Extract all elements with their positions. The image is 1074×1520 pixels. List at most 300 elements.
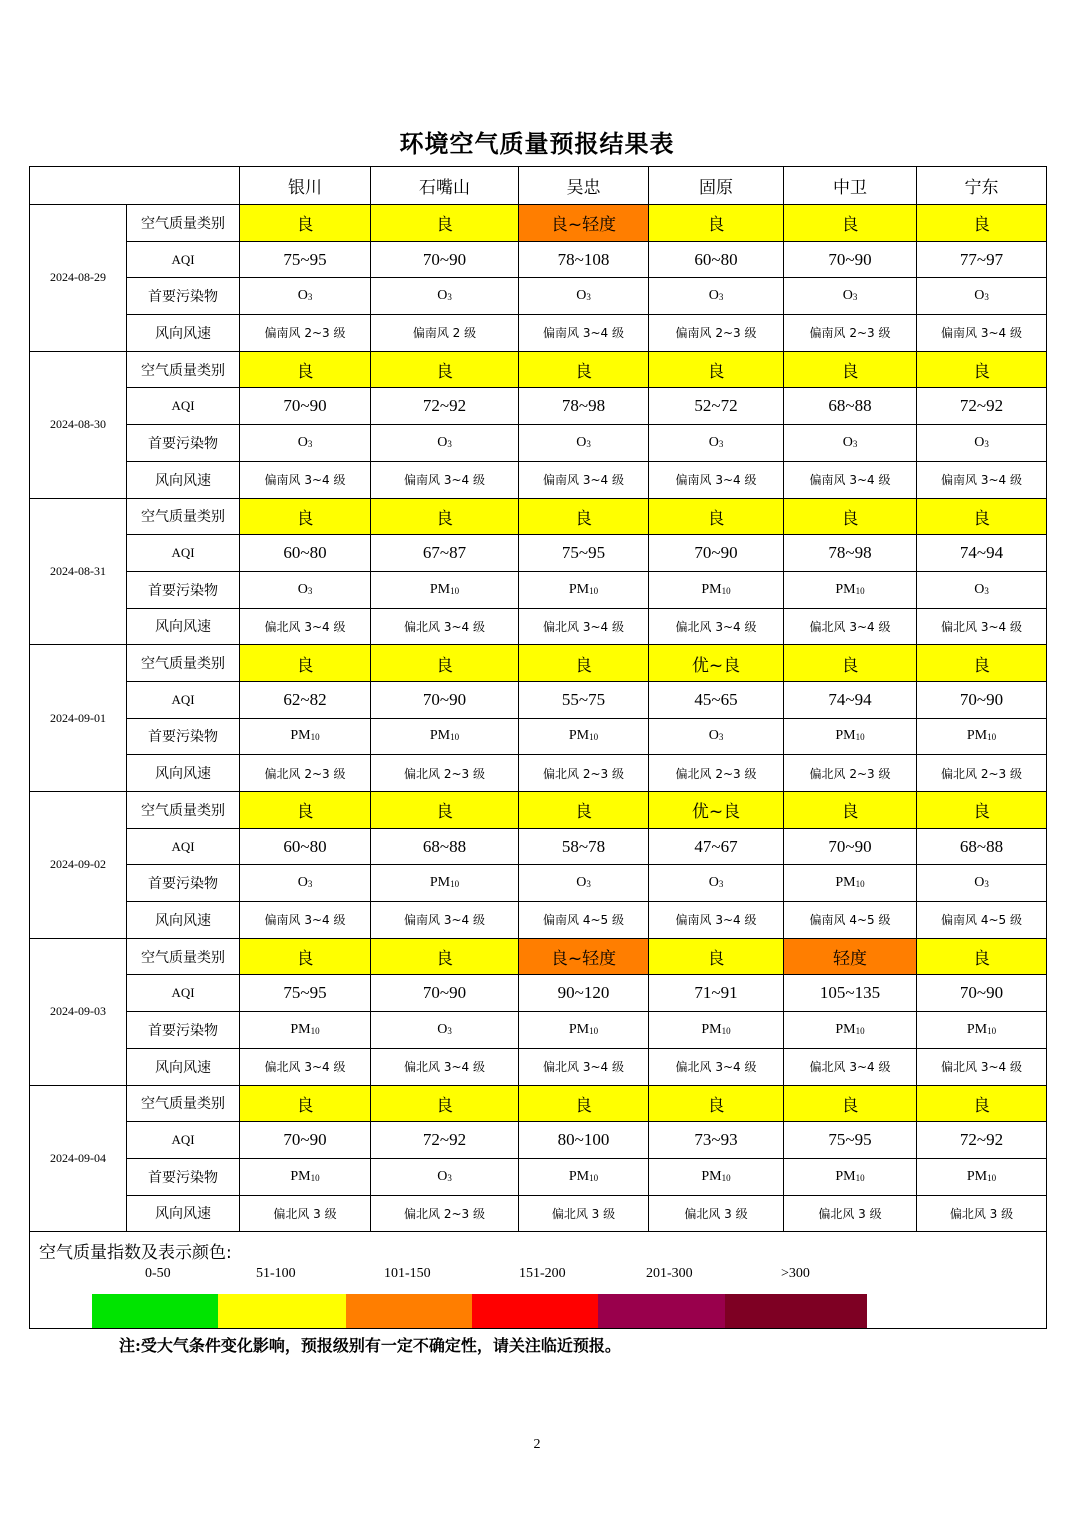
wind-cell: 偏南风 3~4 级	[917, 461, 1047, 498]
wind-cell: 偏北风 3~4 级	[649, 608, 784, 645]
category-cell: 良	[371, 645, 519, 682]
pollutant-subscript: 3	[852, 292, 858, 303]
pollutant-base: PM	[568, 728, 590, 744]
legend-range-label: 0-50	[145, 1266, 171, 1282]
category-cell: 良	[240, 792, 371, 829]
pollutant-base: O	[974, 288, 985, 304]
row-label-aqi: AQI	[127, 1122, 240, 1159]
row-label-category: 空气质量类别	[127, 205, 240, 242]
pollutant-subscript: 10	[987, 1172, 997, 1183]
pollutant-base: PM	[568, 581, 590, 597]
category-cell: 良	[917, 938, 1047, 975]
legend-color-swatch	[346, 1294, 472, 1328]
aqi-cell: 72~92	[917, 388, 1047, 425]
category-cell: 良	[917, 205, 1047, 242]
wind-cell: 偏北风 3 级	[917, 1195, 1047, 1232]
pollutant-cell	[649, 1012, 784, 1049]
category-cell: 良	[649, 351, 784, 388]
pollutant-base: PM	[835, 728, 856, 744]
pollutant-base: PM	[429, 728, 451, 744]
pollutant-cell	[371, 865, 519, 902]
category-row	[30, 1085, 1047, 1122]
pollutant-cell	[784, 865, 917, 902]
wind-cell: 偏北风 2~3 级	[519, 755, 649, 792]
legend-range-label: 201-300	[646, 1266, 693, 1282]
pollutant-cell	[917, 425, 1047, 462]
pollutant-cell	[649, 1158, 784, 1195]
city-header: 中卫	[784, 167, 917, 205]
wind-cell: 偏南风 4~5 级	[917, 902, 1047, 939]
pollutant-subscript: 10	[310, 732, 320, 743]
category-cell: 良	[917, 645, 1047, 682]
category-cell: 良	[240, 351, 371, 388]
pollutant-base: O	[437, 1168, 448, 1184]
pollutant-base: PM	[835, 581, 856, 597]
pollutant-subscript: 3	[307, 438, 313, 449]
pollutant-cell	[519, 571, 649, 608]
aqi-cell: 70~90	[784, 828, 917, 865]
pollutant-base: O	[576, 875, 587, 891]
row-label-category: 空气质量类别	[127, 645, 240, 682]
pollutant-row	[30, 718, 1047, 755]
category-cell: 良	[649, 938, 784, 975]
category-cell: 良	[649, 498, 784, 535]
aqi-cell: 105~135	[784, 975, 917, 1012]
city-header: 银川	[240, 167, 371, 205]
category-cell: 良	[784, 645, 917, 682]
wind-cell: 偏北风 3 级	[240, 1195, 371, 1232]
pollutant-subscript: 3	[447, 292, 452, 303]
pollutant-base: O	[974, 434, 985, 450]
pollutant-subscript: 3	[718, 879, 724, 890]
legend-color-swatch	[725, 1294, 867, 1328]
category-cell: 良	[917, 351, 1047, 388]
pollutant-subscript: 10	[310, 1025, 320, 1036]
aqi-cell: 47~67	[649, 828, 784, 865]
legend-range-label: >300	[781, 1266, 810, 1282]
pollutant-cell	[649, 718, 784, 755]
pollutant-subscript: 10	[589, 1172, 599, 1183]
aqi-cell: 60~80	[649, 241, 784, 278]
pollutant-base: O	[842, 434, 853, 450]
aqi-cell: 68~88	[917, 828, 1047, 865]
wind-cell: 偏北风 2~3 级	[649, 755, 784, 792]
category-cell: 良	[371, 498, 519, 535]
pollutant-cell	[371, 278, 519, 315]
pollutant-subscript: 3	[447, 438, 452, 449]
wind-cell: 偏南风 3~4 级	[649, 902, 784, 939]
city-header: 固原	[649, 167, 784, 205]
pollutant-base: O	[437, 434, 448, 450]
pollutant-base: PM	[966, 1168, 988, 1184]
pollutant-subscript: 3	[447, 1172, 452, 1183]
category-cell: 良	[240, 645, 371, 682]
row-label-aqi: AQI	[127, 828, 240, 865]
aqi-cell: 78~98	[784, 535, 917, 572]
city-header: 宁东	[917, 167, 1047, 205]
wind-cell: 偏南风 3~4 级	[240, 461, 371, 498]
category-cell: 良	[917, 498, 1047, 535]
category-cell: 良	[917, 1085, 1047, 1122]
pollutant-base: O	[297, 581, 308, 597]
pollutant-base: PM	[701, 581, 722, 597]
pollutant-base: PM	[835, 1168, 856, 1184]
row-label-pollutant: 首要污染物	[127, 718, 240, 755]
category-cell: 良	[519, 792, 649, 829]
pollutant-subscript: 10	[589, 1025, 599, 1036]
wind-cell: 偏北风 2~3 级	[240, 755, 371, 792]
pollutant-cell	[519, 425, 649, 462]
category-cell: 良	[784, 351, 917, 388]
date-cell: 2024-08-31	[30, 498, 127, 645]
pollutant-base: PM	[290, 1168, 311, 1184]
pollutant-cell	[649, 571, 784, 608]
pollutant-subscript: 3	[718, 292, 724, 303]
pollutant-cell	[917, 1012, 1047, 1049]
pollutant-subscript: 10	[855, 1172, 865, 1183]
aqi-cell: 67~87	[371, 535, 519, 572]
wind-cell: 偏南风 4~5 级	[519, 902, 649, 939]
category-cell: 轻度	[784, 938, 917, 975]
pollutant-subscript: 10	[855, 732, 865, 743]
legend-range-label: 101-150	[384, 1266, 431, 1282]
date-cell: 2024-09-04	[30, 1085, 127, 1232]
category-cell: 良	[649, 205, 784, 242]
wind-row	[30, 902, 1047, 939]
page-number: 2	[533, 1437, 541, 1452]
pollutant-base: PM	[835, 1021, 856, 1037]
pollutant-base: PM	[290, 1021, 311, 1037]
wind-cell: 偏北风 2~3 级	[371, 755, 519, 792]
row-label-aqi: AQI	[127, 535, 240, 572]
wind-cell: 偏南风 2~3 级	[240, 315, 371, 352]
pollutant-subscript: 10	[987, 1025, 997, 1036]
aqi-cell: 70~90	[240, 388, 371, 425]
wind-cell: 偏北风 3 级	[784, 1195, 917, 1232]
aqi-cell: 70~90	[371, 975, 519, 1012]
pollutant-cell	[649, 865, 784, 902]
pollutant-subscript: 10	[450, 732, 460, 743]
pollutant-cell	[371, 571, 519, 608]
pollutant-base: O	[842, 288, 853, 304]
pollutant-base: O	[437, 288, 448, 304]
category-cell: 良	[240, 938, 371, 975]
pollutant-cell	[371, 718, 519, 755]
wind-cell: 偏北风 3~4 级	[240, 1048, 371, 1085]
pollutant-base: PM	[966, 728, 988, 744]
pollutant-base: PM	[429, 581, 451, 597]
wind-row	[30, 608, 1047, 645]
aqi-color-legend	[30, 1232, 1047, 1329]
pollutant-base: O	[708, 288, 719, 304]
wind-row	[30, 1195, 1047, 1232]
aqi-cell: 74~94	[917, 535, 1047, 572]
pollutant-cell	[917, 278, 1047, 315]
row-label-wind: 风向风速	[127, 608, 240, 645]
wind-row	[30, 315, 1047, 352]
pollutant-cell	[784, 718, 917, 755]
aqi-cell: 60~80	[240, 828, 371, 865]
aqi-cell: 60~80	[240, 535, 371, 572]
category-cell: 优~良	[649, 645, 784, 682]
pollutant-cell	[519, 1012, 649, 1049]
aqi-cell: 52~72	[649, 388, 784, 425]
pollutant-row	[30, 865, 1047, 902]
pollutant-subscript: 10	[450, 879, 460, 890]
pollutant-cell	[784, 1012, 917, 1049]
wind-cell: 偏南风 2~3 级	[649, 315, 784, 352]
pollutant-subscript: 3	[852, 438, 858, 449]
pollutant-cell	[519, 278, 649, 315]
pollutant-row	[30, 1158, 1047, 1195]
wind-row	[30, 1048, 1047, 1085]
aqi-row	[30, 535, 1047, 572]
pollutant-subscript: 3	[307, 879, 313, 890]
pollutant-base: O	[974, 581, 985, 597]
row-label-pollutant: 首要污染物	[127, 1012, 240, 1049]
pollutant-subscript: 10	[721, 1025, 731, 1036]
category-cell: 良	[371, 1085, 519, 1122]
pollutant-base: PM	[429, 875, 451, 891]
pollutant-cell	[240, 865, 371, 902]
category-cell: 良~轻度	[519, 205, 649, 242]
pollutant-base: O	[297, 875, 308, 891]
row-label-pollutant: 首要污染物	[127, 425, 240, 462]
pollutant-subscript: 10	[721, 1172, 731, 1183]
pollutant-subscript: 3	[307, 585, 313, 596]
report-title: 环境空气质量预报结果表	[399, 130, 675, 158]
date-cell: 2024-08-29	[30, 205, 127, 352]
row-label-pollutant: 首要污染物	[127, 571, 240, 608]
aqi-cell: 70~90	[240, 1122, 371, 1159]
aqi-cell: 70~90	[784, 241, 917, 278]
pollutant-subscript: 10	[310, 1172, 320, 1183]
category-row	[30, 645, 1047, 682]
category-cell: 良	[240, 205, 371, 242]
pollutant-cell	[784, 1158, 917, 1195]
aqi-cell: 72~92	[371, 388, 519, 425]
pollutant-cell	[240, 278, 371, 315]
wind-cell: 偏南风 3~4 级	[519, 461, 649, 498]
wind-cell: 偏南风 2 级	[371, 315, 519, 352]
pollutant-subscript: 10	[721, 585, 731, 596]
pollutant-base: O	[576, 288, 587, 304]
pollutant-subscript: 10	[589, 732, 599, 743]
pollutant-cell	[519, 865, 649, 902]
forecast-note: 注:受大气条件变化影响，预报级别有一定不确定性，请关注临近预报。	[119, 1336, 621, 1355]
pollutant-base: O	[708, 434, 719, 450]
row-label-category: 空气质量类别	[127, 351, 240, 388]
pollutant-base: O	[708, 875, 719, 891]
pollutant-cell	[519, 1158, 649, 1195]
category-cell: 良	[371, 792, 519, 829]
row-label-wind: 风向风速	[127, 755, 240, 792]
wind-cell: 偏北风 3~4 级	[649, 1048, 784, 1085]
aqi-cell: 68~88	[784, 388, 917, 425]
pollutant-subscript: 10	[855, 1025, 865, 1036]
aqi-row	[30, 681, 1047, 718]
aqi-cell: 71~91	[649, 975, 784, 1012]
row-label-category: 空气质量类别	[127, 938, 240, 975]
pollutant-cell	[240, 1012, 371, 1049]
pollutant-subscript: 10	[855, 879, 865, 890]
pollutant-cell	[371, 1012, 519, 1049]
aqi-row	[30, 1122, 1047, 1159]
category-cell: 良	[784, 792, 917, 829]
category-cell: 良	[649, 1085, 784, 1122]
pollutant-base: O	[437, 1021, 448, 1037]
aqi-cell: 78~98	[519, 388, 649, 425]
row-label-aqi: AQI	[127, 975, 240, 1012]
pollutant-subscript: 3	[718, 732, 724, 743]
row-label-aqi: AQI	[127, 681, 240, 718]
pollutant-base: PM	[701, 1168, 722, 1184]
pollutant-cell	[240, 1158, 371, 1195]
aqi-cell: 75~95	[240, 241, 371, 278]
pollutant-subscript: 10	[450, 585, 460, 596]
pollutant-base: O	[576, 434, 587, 450]
wind-row	[30, 461, 1047, 498]
date-cell: 2024-08-30	[30, 351, 127, 498]
category-cell: 良	[784, 1085, 917, 1122]
category-row	[30, 205, 1047, 242]
forecast-table	[29, 166, 1047, 1329]
pollutant-subscript: 3	[984, 879, 989, 890]
wind-cell: 偏北风 3~4 级	[784, 608, 917, 645]
category-cell: 良	[519, 645, 649, 682]
header-corner-cell	[30, 167, 240, 205]
pollutant-base: O	[297, 434, 308, 450]
category-cell: 良	[784, 205, 917, 242]
pollutant-base: PM	[290, 728, 311, 744]
row-label-category: 空气质量类别	[127, 1085, 240, 1122]
wind-row	[30, 755, 1047, 792]
wind-cell: 偏南风 3~4 级	[784, 461, 917, 498]
legend-title: 空气质量指数及表示颜色:	[39, 1243, 232, 1264]
pollutant-cell	[784, 425, 917, 462]
wind-cell: 偏北风 2~3 级	[784, 755, 917, 792]
aqi-cell: 70~90	[371, 241, 519, 278]
pollutant-base: PM	[568, 1168, 590, 1184]
row-label-category: 空气质量类别	[127, 498, 240, 535]
pollutant-cell	[917, 1158, 1047, 1195]
pollutant-subscript: 10	[987, 732, 997, 743]
aqi-cell: 55~75	[519, 681, 649, 718]
pollutant-cell	[917, 571, 1047, 608]
pollutant-cell	[917, 718, 1047, 755]
pollutant-subscript: 3	[718, 438, 724, 449]
category-cell: 良	[371, 938, 519, 975]
pollutant-cell	[649, 278, 784, 315]
row-label-category: 空气质量类别	[127, 792, 240, 829]
pollutant-row	[30, 1012, 1047, 1049]
aqi-cell: 90~120	[519, 975, 649, 1012]
category-row	[30, 351, 1047, 388]
aqi-row	[30, 828, 1047, 865]
category-cell: 优~良	[649, 792, 784, 829]
wind-cell: 偏南风 2~3 级	[784, 315, 917, 352]
legend-color-swatch	[92, 1294, 218, 1328]
pollutant-base: PM	[568, 1021, 590, 1037]
category-row	[30, 498, 1047, 535]
wind-cell: 偏北风 3 级	[519, 1195, 649, 1232]
aqi-cell: 45~65	[649, 681, 784, 718]
city-header-row	[30, 167, 1047, 205]
legend-color-swatch	[218, 1294, 346, 1328]
date-cell: 2024-09-01	[30, 645, 127, 792]
legend-row	[30, 1232, 1047, 1329]
aqi-cell: 68~88	[371, 828, 519, 865]
wind-cell: 偏北风 3~4 级	[917, 608, 1047, 645]
category-cell: 良	[519, 498, 649, 535]
row-label-pollutant: 首要污染物	[127, 1158, 240, 1195]
aqi-cell: 78~108	[519, 241, 649, 278]
row-label-wind: 风向风速	[127, 902, 240, 939]
pollutant-subscript: 3	[586, 438, 591, 449]
date-cell: 2024-09-03	[30, 938, 127, 1085]
city-header: 石嘴山	[371, 167, 519, 205]
row-label-pollutant: 首要污染物	[127, 278, 240, 315]
pollutant-base: PM	[701, 1021, 722, 1037]
pollutant-base: PM	[835, 875, 856, 891]
row-label-aqi: AQI	[127, 388, 240, 425]
category-cell: 良~轻度	[519, 938, 649, 975]
row-label-wind: 风向风速	[127, 1195, 240, 1232]
pollutant-subscript: 3	[307, 292, 313, 303]
wind-cell: 偏北风 3~4 级	[240, 608, 371, 645]
category-cell: 良	[519, 1085, 649, 1122]
pollutant-row	[30, 571, 1047, 608]
pollutant-subscript: 3	[984, 438, 989, 449]
aqi-cell: 75~95	[784, 1122, 917, 1159]
category-cell: 良	[784, 498, 917, 535]
wind-cell: 偏北风 3~4 级	[519, 1048, 649, 1085]
legend-color-swatch	[472, 1294, 598, 1328]
pollutant-base: O	[708, 728, 719, 744]
legend-range-label: 151-200	[519, 1266, 566, 1282]
category-cell: 良	[240, 498, 371, 535]
pollutant-base: PM	[966, 1021, 988, 1037]
wind-cell: 偏北风 3~4 级	[519, 608, 649, 645]
pollutant-subscript: 10	[855, 585, 865, 596]
aqi-cell: 58~78	[519, 828, 649, 865]
pollutant-cell	[784, 278, 917, 315]
pollutant-row	[30, 425, 1047, 462]
wind-cell: 偏南风 3~4 级	[371, 461, 519, 498]
category-cell: 良	[371, 351, 519, 388]
pollutant-subscript: 3	[586, 879, 591, 890]
wind-cell: 偏北风 2~3 级	[917, 755, 1047, 792]
aqi-cell: 62~82	[240, 681, 371, 718]
wind-cell: 偏北风 3~4 级	[917, 1048, 1047, 1085]
wind-cell: 偏南风 3~4 级	[649, 461, 784, 498]
aqi-cell: 75~95	[240, 975, 371, 1012]
category-row	[30, 792, 1047, 829]
row-label-pollutant: 首要污染物	[127, 865, 240, 902]
category-cell: 良	[371, 205, 519, 242]
aqi-cell: 74~94	[784, 681, 917, 718]
category-cell: 良	[519, 351, 649, 388]
wind-cell: 偏北风 3~4 级	[371, 1048, 519, 1085]
wind-cell: 偏南风 3~4 级	[519, 315, 649, 352]
aqi-cell: 75~95	[519, 535, 649, 572]
pollutant-row	[30, 278, 1047, 315]
wind-cell: 偏北风 3~4 级	[784, 1048, 917, 1085]
wind-cell: 偏北风 3~4 级	[371, 608, 519, 645]
pollutant-cell	[649, 425, 784, 462]
aqi-cell: 80~100	[519, 1122, 649, 1159]
pollutant-subscript: 10	[589, 585, 599, 596]
